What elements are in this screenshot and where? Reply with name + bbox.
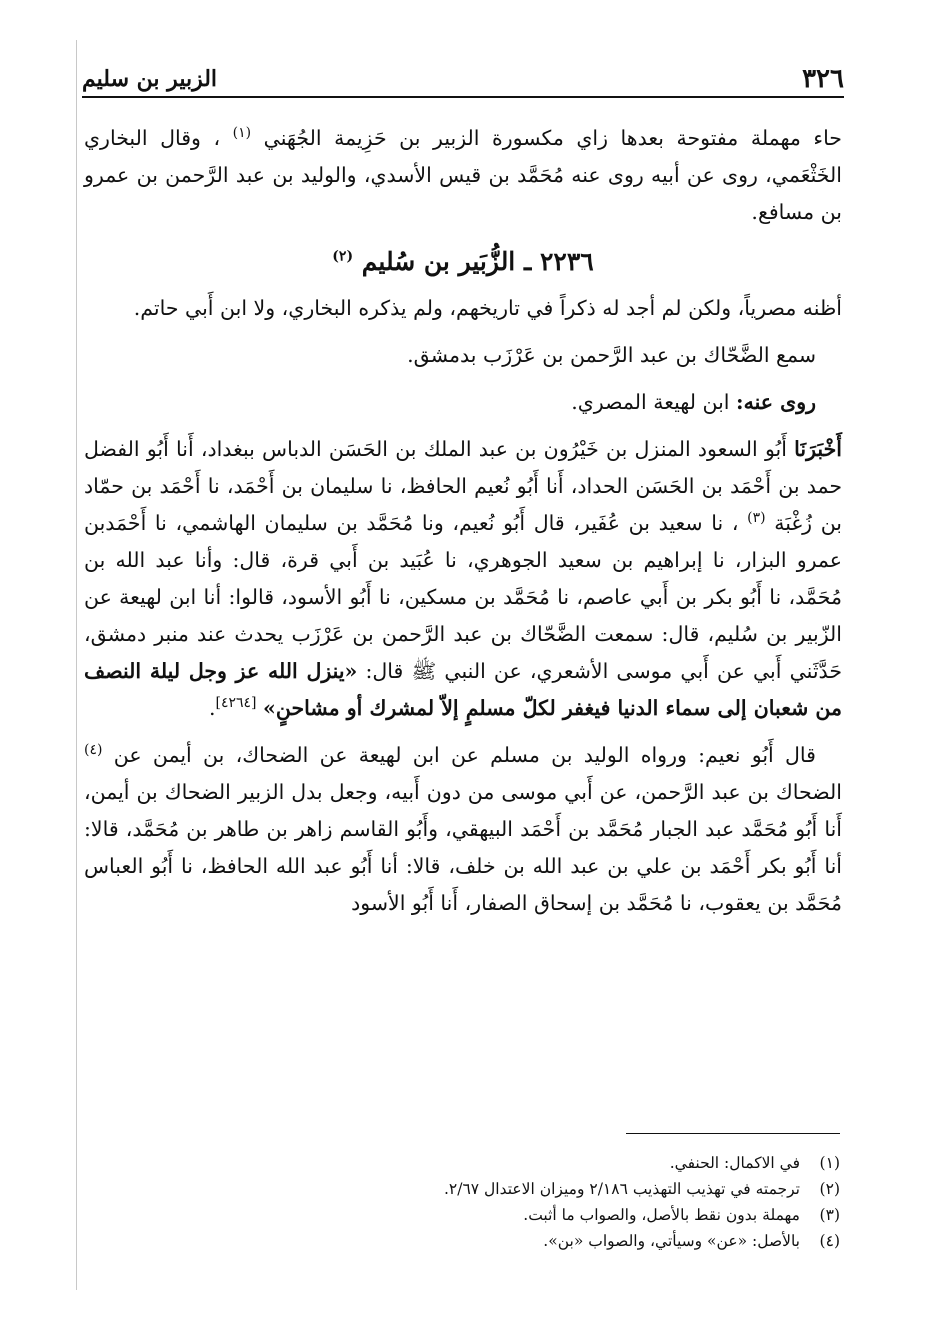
page-edge-line [76,40,77,1290]
paragraph-1-text: حاء مهملة مفتوحة بعدها زاي مكسورة الزبير بن حَزِيمة الجُهَني [263,126,842,150]
footnote-ref-2: (٢) [332,248,354,265]
footnote-divider [626,1133,840,1134]
footnote-1 [84,1150,840,1176]
footnote-ref-4: (٤) [84,742,103,759]
footnote-3-number: (٣) [819,1206,840,1224]
running-title: الزبير بن سليم [82,66,218,92]
paragraph-6-text-b: الضحاك بن عبد الرَّحمن، عن أَبي موسى من دون أَبيه، وجعل بدل الزبير الضحاك بن أيمن، أَنا أَبُو مُحَمَّد عبد الجبار مُحَمَّد بن أَحْمَد البيهقي، وأَبُو القاسم زاهر بن طاهر بن مُحَمَّد، قالا: أنا أَبُو بكر أَحْمَد بن علي بن عبد الله بن خلف، قالا: أنا أَبُو عبد الله الحافظ، نا أَبُو العباس مُحَمَّد بن يعقوب، نا مُحَمَّد بن إسحاق الصفار، أَنا أَبُو الأسود [84,780,842,915]
footnote-ref-1: (١) [232,125,252,142]
footnote-4 [84,1228,840,1254]
footnote-3-text: مهملة بدون نقط بالأصل، والصواب ما أثبت. [523,1206,800,1224]
hadith-text: «ينزل الله عز وجل ليلة النصف من شعبان إلى سماء الدنيا فيغفر لكلّ مسلمٍ إلاّ لمشرك أو مشاحنٍ» [84,659,842,720]
entry-heading-text: ٢٢٣٦ ـ الزُّبَير بن سُليم [361,247,594,276]
page-header [82,62,844,98]
paragraph-2: أظنه مصرياً، ولكن لم أجد له ذكراً في تاريخهم، ولم يذكره البخاري، ولا ابن أَبي حاتم. [133,296,842,320]
paragraph-1 [84,120,842,231]
footnote-2-number: (٢) [819,1180,840,1198]
paragraph-4-lead: روى عنه: [736,390,816,414]
paragraph-5-lead: أَخْبَرَنَا [794,437,842,461]
paragraph-4-text: ابن لهيعة المصري. [571,390,730,414]
paragraph-3: سمع الضَّحّاك بن عبد الرَّحمن بن عَرْزَب بدمشق. [407,343,816,367]
paragraph-5-text-b: ، نا سعيد بن عُفَير، قال أَبُو نُعيم، ونا مُحَمَّد بن سليمان الهاشمي، نا أَحْمَدبن عمرو البزار، نا إبراهيم بن سعيد الجوهري، نا عُبَيد بن أَبي قرة، قال: وأنا عبد الله بن مُحَمَّد، نا أَبُو بكر بن أَبي عاصم، نا مُحَمَّد بن مسكين، نا أَبُو الأسود، قالوا: أنا ابن لهيعة عن الزّبير بن سُليم، قال: سمعت الضَّحّاك بن عبد الرَّحمن بن عَرْزَب يحدث عند منبر دمشق، حَدَّثَني أَبي عن أَبي موسى الأشعري، عن النبي ﷺ قال: [84,511,842,683]
paragraph-5: أَخْبَرَنَا أَبُو السعود المنزل بن خَيْرُون بن عبد الملك بن الحَسَن الدباس ببغداد، أَنا أَبُو الفضل حمد بن أَحْمَد بن الحَسَن الحداد، أَنا أَبُو نُعيم الحافظ، نا سليمان بن أَحْمَد، نا أَحْمَد بن حمّاد بن زُغْبَة $^{(٣)}$ ، نا سعيد بن عُفَير، قال أَبُو نُعيم، ونا مُحَمَّد بن سليمان الهاشمي، نا أَحْمَدبن عمرو البزار، نا إبراهيم بن سعيد الجوهري، نا عُبَيد بن أَبي قرة، قال: وأنا عبد الله بن مُحَمَّد، نا أَبُو بكر بن أَبي عاصم، نا مُحَمَّد بن مسكين، نا أَبُو الأسود، قالوا: أنا ابن لهيعة عن الزّبير بن سُليم، قال: سمعت الضَّحّاك بن عبد الرَّحمن بن عَرْزَب يحدث عند منبر دمشق، حَدَّثَني أَبي عن أَبي موسى الأشعري، عن النبي ﷺ قال: «ينزل الله عز وجل ليلة النصف من شعبان إلى سماء الدنيا فيغفر لكلّ مسلمٍ إلاّ لمشرك أو مشاحنٍ» [٤٢٦٤]. [84,437,842,720]
entry-heading [84,243,842,280]
hadith-number: [٤٢٦٤] [215,695,257,712]
footnote-2 [84,1176,840,1202]
paragraph-6 [84,737,842,922]
footnote-4-text: بالأصل: «عن» وسيأتي، والصواب «بن». [543,1232,800,1250]
paragraph-5-text-a: أَبُو السعود المنزل بن خَيْرُون بن عبد الملك بن الحَسَن الدباس ببغداد، أَنا أَبُو الفضل حمد بن أَحْمَد بن الحَسَن الحداد، أَنا أَبُو نُعيم الحافظ، نا سليمان بن أَحْمَد، نا أَحْمَد بن حمّاد بن زُغْبَة [84,437,842,535]
footnote-1-text: في الاكمال: الحنفي. [669,1154,800,1172]
paragraph-6-text-a: قال أَبُو نعيم: ورواه الوليد بن مسلم عن ابن لهيعة عن الضحاك، بن أيمن عن [113,743,816,767]
page-number: ٣٢٦ [802,64,844,94]
footnote-2-text: ترجمته في تهذيب التهذيب ٢/١٨٦ وميزان الاعتدال ٢/٦٧. [443,1180,800,1198]
footnote-3 [84,1202,840,1228]
paragraph-1-rest: ، وقال البخاري الخَثْعَمي، روى عن أبيه روى عنه مُحَمَّد بن قيس الأسدي، والوليد بن عبد الرَّحمن بن عمرو بن مسافع. [84,126,842,224]
footnotes [84,1150,840,1254]
footnote-4-number: (٤) [819,1232,840,1250]
footnote-ref-3: (٣) [747,510,766,527]
footnote-1-number: (١) [819,1154,840,1172]
main-text [84,120,842,922]
paragraph-4 [84,384,842,421]
